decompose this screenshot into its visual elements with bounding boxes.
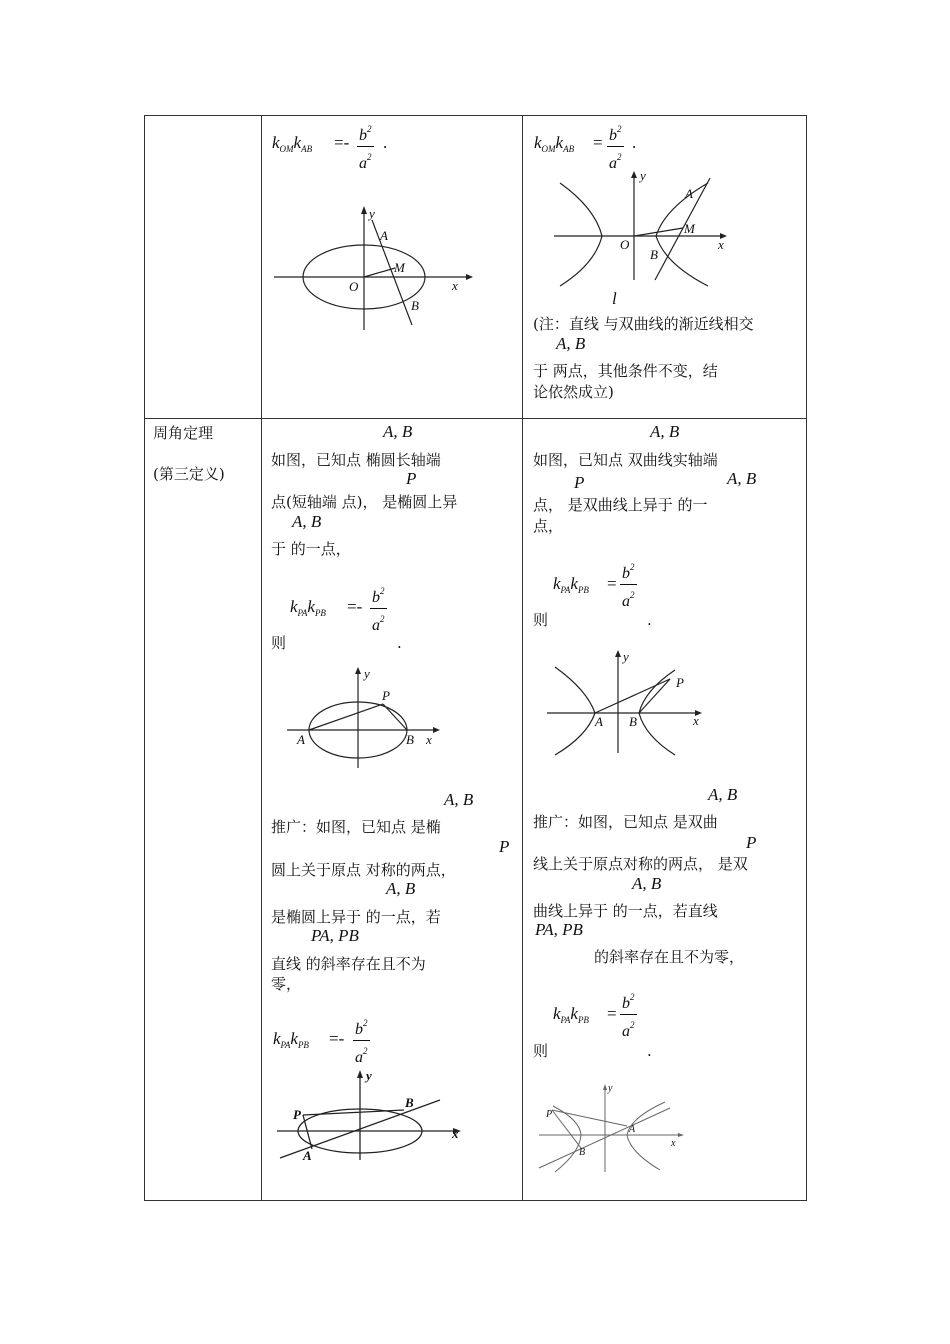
label-a: A — [595, 714, 603, 729]
label-y: y — [366, 1068, 372, 1083]
hyperbola-gen-p: P — [746, 833, 757, 852]
label-y: y — [364, 666, 370, 681]
ellipse-third-def-figure — [285, 662, 445, 772]
ellipse-gen-1: 推广：如图，已知点 是椭 — [271, 818, 441, 836]
ellipse-ab-top: A, B — [383, 422, 413, 441]
label-b: B — [411, 298, 419, 313]
ellipse-gen-2: 圆上关于原点 对称的两点， — [271, 861, 456, 879]
hyperbola-gen-papb: PA, PB — [535, 920, 583, 939]
ellipse-p-top: P — [406, 469, 417, 488]
ellipse-gen-ab: A, B — [444, 790, 474, 809]
ellipse-gen-ab2: A, B — [386, 879, 416, 898]
label-o: O — [620, 237, 630, 252]
hyperbola-gen-figure — [535, 1080, 695, 1175]
label-x: x — [718, 237, 724, 252]
table-row-divider — [144, 418, 807, 419]
ellipse-dot: . — [397, 634, 402, 652]
hyperbola-ab-top: A, B — [650, 422, 680, 441]
label-x: x — [693, 713, 699, 728]
label-b: B — [405, 1095, 414, 1110]
ellipse-gen-papb: PA, PB — [311, 926, 359, 945]
ellipse-text-3: 于 的一点， — [271, 540, 351, 558]
ellipse-ab-mid: A, B — [292, 512, 322, 531]
ellipse-text-1: 如图，已知点 椭圆长轴端 — [271, 451, 441, 469]
row-title: 周角定理 — [153, 424, 214, 442]
hyperbola-p-top: P — [574, 473, 585, 492]
label-a: A — [380, 228, 388, 243]
hyperbola-third-def-figure — [545, 645, 715, 757]
label-x: x — [671, 1138, 676, 1149]
label-x: x — [452, 278, 458, 293]
label-a: A — [303, 1148, 312, 1163]
note-text-3: 论依然成立) — [533, 383, 614, 401]
note-ab: A, B — [556, 334, 586, 353]
label-b: B — [650, 247, 658, 262]
label-p: P — [293, 1107, 301, 1122]
table-col-divider-1 — [261, 115, 262, 1201]
hyperbola-gen-4: 的斜率存在且不为零， — [594, 948, 745, 966]
label-x: x — [426, 732, 432, 747]
hyperbola-gen-3: 曲线上异于 的一点，若直线 — [533, 902, 718, 920]
ellipse-gen-3: 是椭圆上异于 的一点，若 — [271, 908, 441, 926]
table-col-divider-2 — [522, 115, 523, 1201]
label-b: B — [629, 714, 637, 729]
hyperbola-gen-2: 线上关于原点对称的两点， 是双 — [533, 855, 748, 873]
label-a: A — [629, 1124, 636, 1135]
label-b: B — [406, 732, 414, 747]
hyperbola-then: 则 — [533, 611, 549, 629]
label-y: y — [369, 206, 375, 221]
hyperbola-text-1: 如图，已知点 双曲线实轴端 — [533, 451, 718, 469]
ellipse-gen-4: 直线 的斜率存在且不为 — [271, 955, 426, 973]
hyperbola-then-2: 则 — [533, 1042, 549, 1060]
label-x: x — [452, 1126, 459, 1141]
hyperbola-dot: . — [647, 611, 652, 629]
ellipse-gen-figure — [275, 1068, 470, 1163]
ellipse-gen-5: 零， — [271, 975, 302, 993]
ellipse-gen-p: P — [499, 837, 510, 856]
label-p: P — [546, 1109, 553, 1120]
label-m: M — [684, 221, 695, 236]
label-a: A — [685, 186, 693, 201]
ellipse-midpoint-figure — [270, 200, 480, 335]
hyperbola-text-2: 点， 是双曲线上异于 的一 — [533, 496, 708, 514]
label-b: B — [579, 1147, 586, 1158]
table-border-bottom — [144, 1200, 807, 1201]
table-border-right — [806, 115, 807, 1201]
ellipse-text-2: 点(短轴端 点)， 是椭圆上异 — [271, 493, 458, 511]
label-m: M — [394, 260, 405, 275]
hyperbola-gen-ab2: A, B — [632, 874, 662, 893]
hyperbola-dot-2: . — [647, 1042, 652, 1060]
table-border-left — [144, 115, 145, 1201]
note-line-l: l — [612, 289, 617, 308]
label-y: y — [623, 649, 629, 664]
table-border-top — [144, 115, 807, 116]
note-text-1: (注：直线 与双曲线的渐近线相交 — [533, 315, 754, 333]
label-p: P — [676, 675, 684, 690]
ellipse-then: 则 — [271, 634, 287, 652]
label-o: O — [349, 279, 359, 294]
label-p: P — [382, 688, 390, 703]
hyperbola-text-3: 点， — [533, 517, 564, 535]
label-y: y — [608, 1083, 613, 1094]
hyperbola-midpoint-figure — [550, 168, 740, 286]
hyperbola-gen-ab: A, B — [708, 785, 738, 804]
label-a: A — [297, 732, 305, 747]
label-y: y — [640, 168, 646, 183]
hyperbola-gen-1: 推广：如图，已知点 是双曲 — [533, 813, 718, 831]
row-subtitle: (第三定义) — [153, 465, 225, 483]
hyperbola-ab-r: A, B — [727, 469, 757, 488]
note-text-2: 于 两点，其他条件不变，结 — [533, 362, 718, 380]
